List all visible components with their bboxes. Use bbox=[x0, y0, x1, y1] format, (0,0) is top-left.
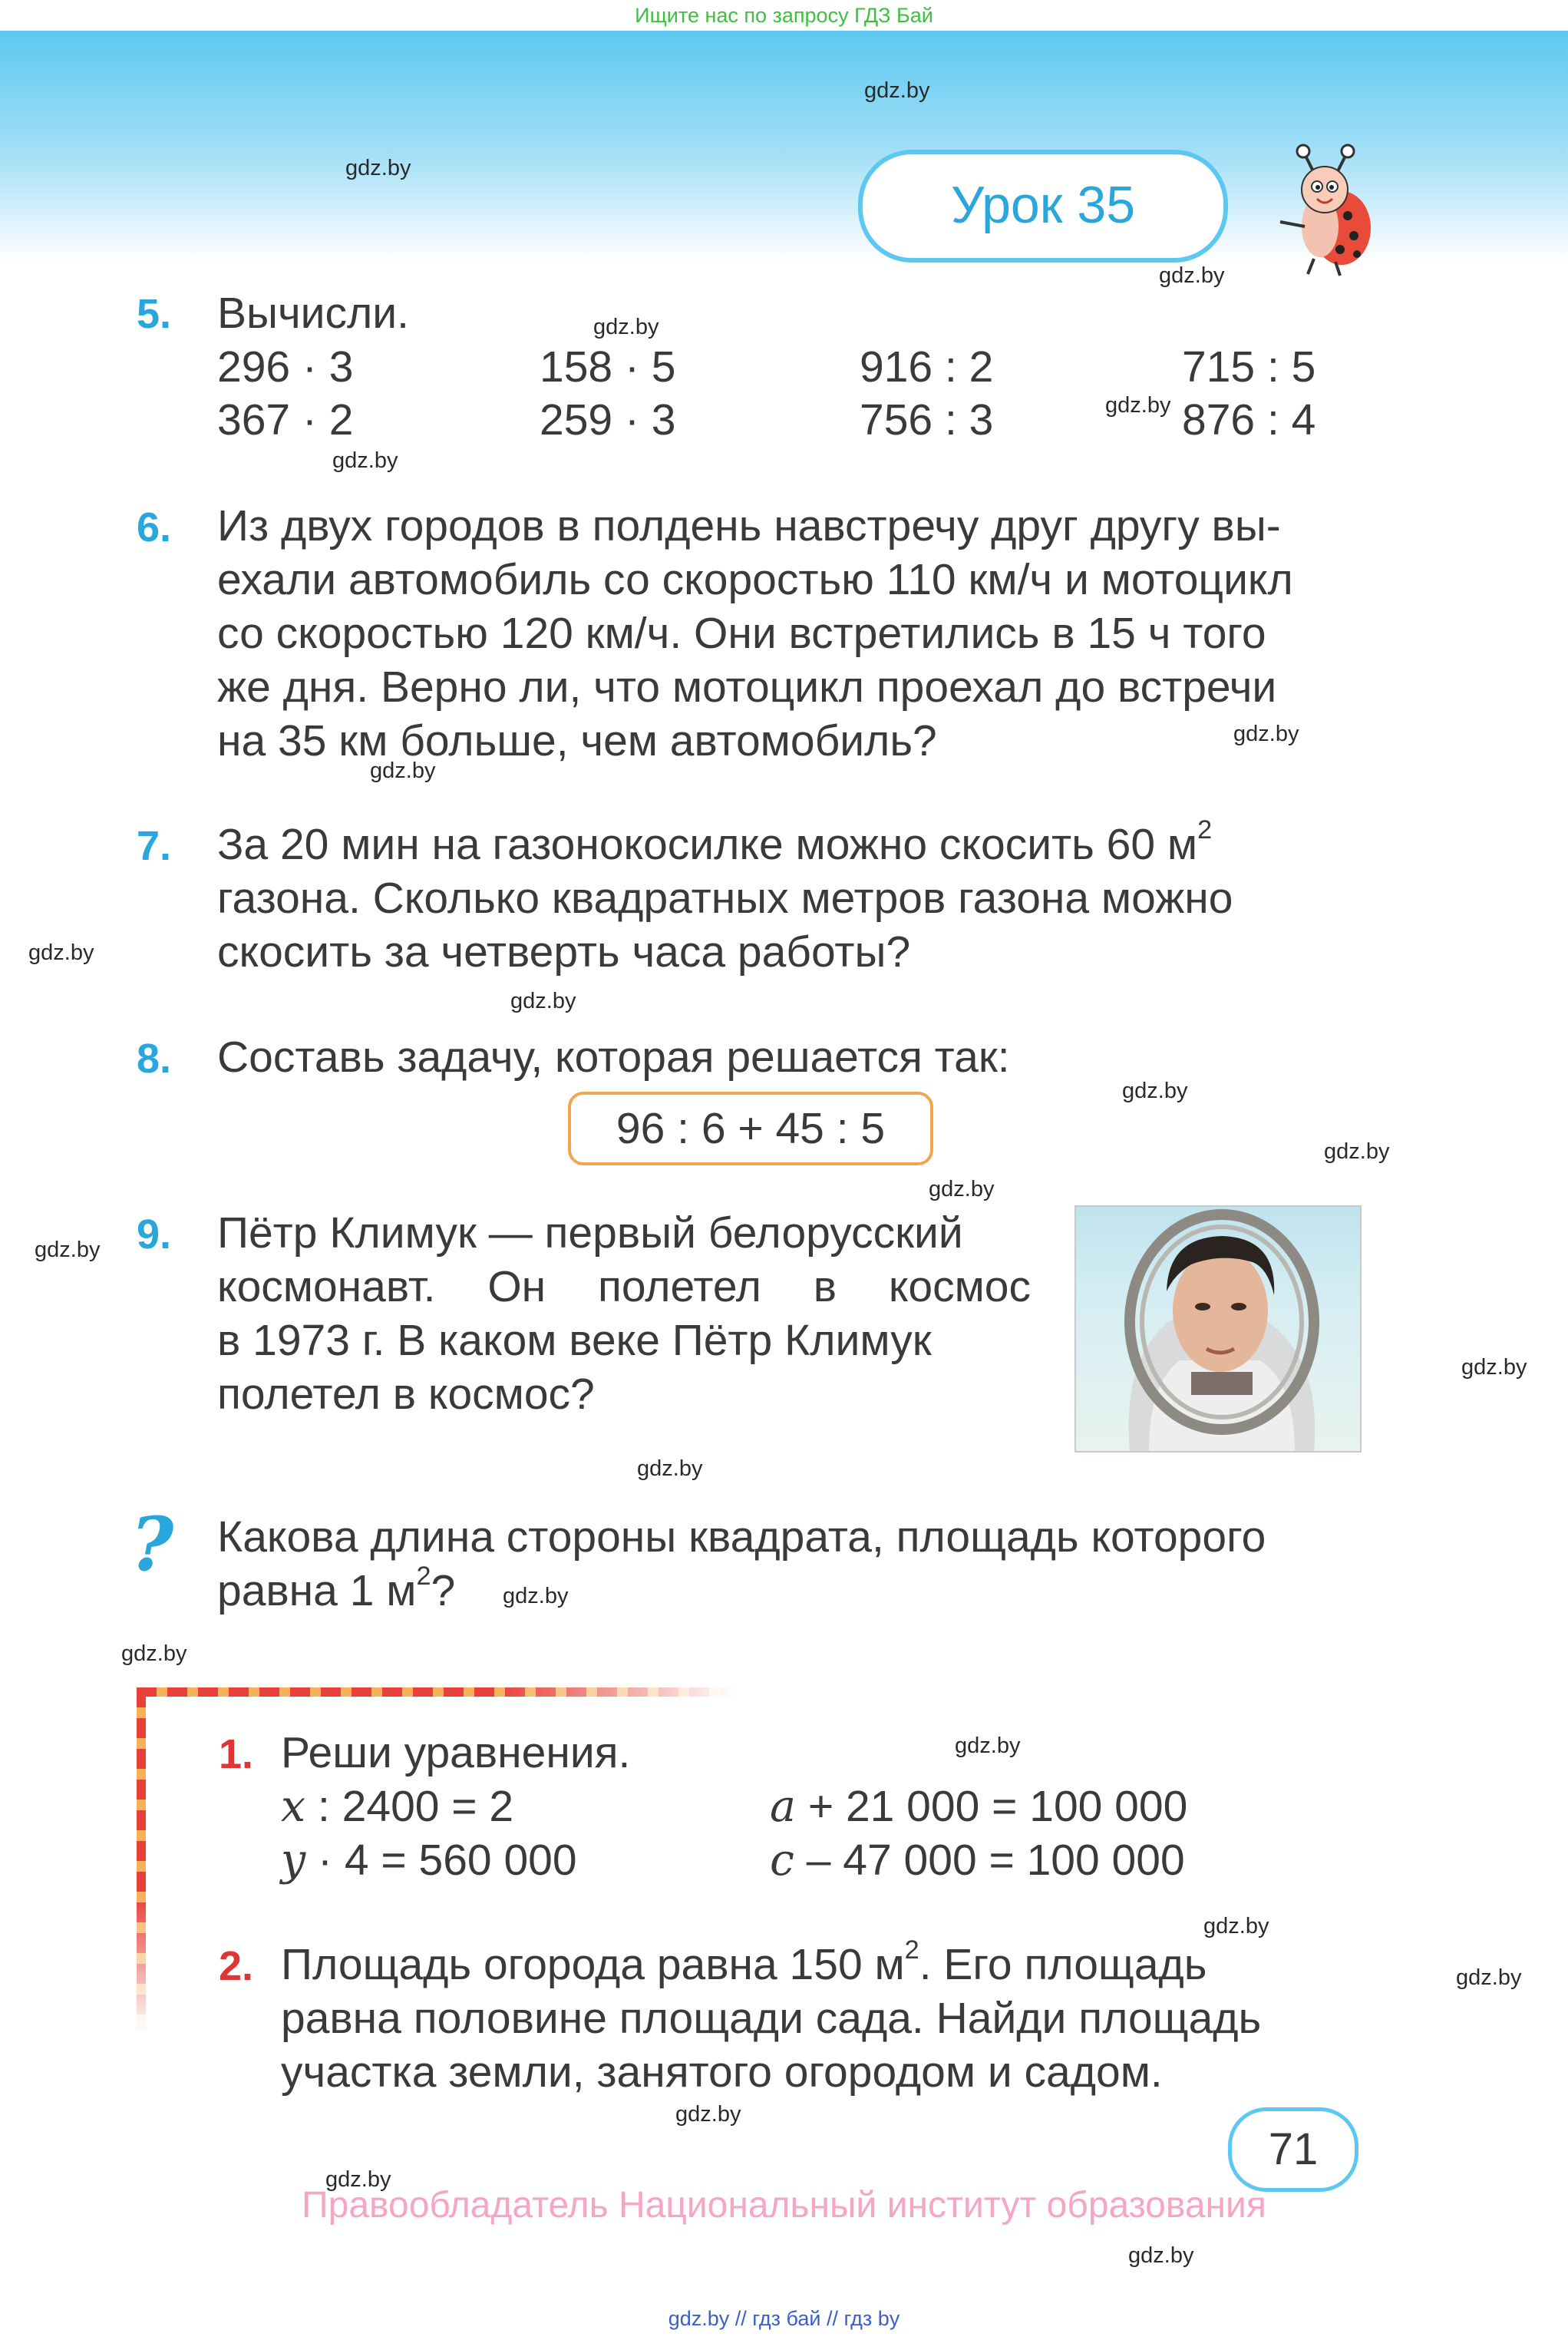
task-text-line: Пётр Климук — первый белорусский bbox=[217, 1208, 963, 1258]
calc-item: 367 · 2 bbox=[217, 395, 354, 445]
watermark: gdz.by bbox=[1122, 1079, 1188, 1103]
watermark: gdz.by bbox=[121, 1641, 187, 1666]
watermark: gdz.by bbox=[864, 78, 930, 103]
watermark: gdz.by bbox=[637, 1456, 703, 1481]
calc-item: 715 : 5 bbox=[1182, 342, 1316, 392]
watermark: gdz.by bbox=[1324, 1139, 1390, 1164]
task-title: Вычисли. bbox=[217, 289, 409, 338]
watermark: gdz.by bbox=[1203, 1914, 1269, 1938]
calc-item: 756 : 3 bbox=[860, 395, 994, 445]
homework-text-line: равна половине площади сада. Найди площадь bbox=[281, 1994, 1262, 2043]
homework-title: Реши уравнения. bbox=[281, 1728, 631, 1777]
watermark: gdz.by bbox=[955, 1734, 1021, 1758]
question-icon: ? bbox=[130, 1501, 174, 1588]
watermark: gdz.by bbox=[1105, 393, 1171, 418]
task-text-line: же дня. Верно ли, что мотоцикл проехал до встречи bbox=[217, 663, 1277, 712]
watermark: gdz.by bbox=[35, 1238, 101, 1262]
task-number: 9. bbox=[137, 1211, 172, 1258]
watermark: gdz.by bbox=[332, 448, 398, 473]
task-number: 7. bbox=[137, 823, 172, 869]
watermark: gdz.by bbox=[510, 989, 576, 1013]
watermark: gdz.by bbox=[1233, 722, 1299, 746]
top-banner[interactable]: Ищите нас по запросу ГДЗ Бай bbox=[0, 0, 1568, 31]
footer-links[interactable]: gdz.by // гдз бай // гдз by bbox=[668, 2307, 900, 2330]
task-text-line: Из двух городов в полдень навстречу друг другу вы- bbox=[217, 501, 1281, 550]
task-text-line: в 1973 г. В каком веке Пётр Климук bbox=[217, 1316, 932, 1365]
copyright-notice: Правообладатель Национальный институт образования bbox=[302, 2185, 1266, 2226]
calc-item: 259 · 3 bbox=[540, 395, 676, 445]
watermark: gdz.by bbox=[929, 1177, 995, 1201]
question-text-line: Какова длина стороны квадрата, площадь которого bbox=[217, 1512, 1266, 1562]
calc-item: 916 : 2 bbox=[860, 342, 994, 392]
task-text-line: скосить за четверть часа работы? bbox=[217, 927, 911, 977]
watermark: gdz.by bbox=[1456, 1965, 1522, 1990]
homework-border-left bbox=[137, 1687, 146, 2033]
watermark: gdz.by bbox=[593, 315, 659, 339]
lesson-title: Урок 35 bbox=[858, 150, 1228, 263]
task-number: 8. bbox=[137, 1036, 172, 1082]
watermark: gdz.by bbox=[503, 1584, 569, 1608]
task-text-line: ехали автомобиль со скоростью 110 км/ч и мотоцикл bbox=[217, 555, 1293, 604]
watermark: gdz.by bbox=[675, 2102, 741, 2127]
calc-item: 876 : 4 bbox=[1182, 395, 1316, 445]
task-text-line: Составь задачу, которая решается так: bbox=[217, 1033, 1010, 1082]
equation: x : 2400 = 2 bbox=[281, 1781, 514, 1832]
ladybug-icon bbox=[1274, 142, 1381, 280]
task-text-line: полетел в космос? bbox=[217, 1370, 595, 1419]
equation: c – 47 000 = 100 000 bbox=[770, 1835, 1185, 1886]
equation: y · 4 = 560 000 bbox=[281, 1835, 577, 1886]
homework-number: 2. bbox=[219, 1943, 254, 1989]
equation: a + 21 000 = 100 000 bbox=[770, 1781, 1188, 1832]
homework-number: 1. bbox=[219, 1731, 254, 1777]
cosmonaut-photo bbox=[1074, 1205, 1362, 1453]
watermark: gdz.by bbox=[1159, 263, 1225, 288]
calc-item: 296 · 3 bbox=[217, 342, 354, 392]
task-number: 6. bbox=[137, 504, 172, 550]
homework-text-line: Площадь огорода равна 150 $м^2$. Его площадь bbox=[281, 1935, 1207, 1989]
homework-border-top bbox=[137, 1687, 735, 1697]
task-text-line: За 20 мин на газонокосилке можно скосить 60 $м^2$ bbox=[217, 815, 1213, 869]
task-number: 5. bbox=[137, 291, 172, 337]
task-text-line: космонавт. Он полетел в космос bbox=[217, 1262, 1031, 1311]
expression-box: 96 : 6 + 45 : 5 bbox=[568, 1092, 933, 1165]
page-number: 71 bbox=[1228, 2107, 1358, 2192]
homework-text-line: участка земли, занятого огородом и садом. bbox=[281, 2048, 1163, 2097]
calc-item: 158 · 5 bbox=[540, 342, 676, 392]
task-text-line: со скоростью 120 км/ч. Они встретились в 15 ч того bbox=[217, 609, 1266, 658]
question-text-line: равна 1 $м^2$? bbox=[217, 1562, 456, 1615]
watermark: gdz.by bbox=[1128, 2243, 1194, 2268]
watermark: gdz.by bbox=[28, 940, 94, 965]
task-text-line: газона. Сколько квадратных метров газона можно bbox=[217, 874, 1233, 923]
task-text-line: на 35 км больше, чем автомобиль? bbox=[217, 716, 937, 765]
watermark: gdz.by bbox=[345, 156, 411, 180]
watermark: gdz.by bbox=[370, 759, 436, 783]
watermark: gdz.by bbox=[325, 2167, 391, 2192]
watermark: gdz.by bbox=[1461, 1355, 1527, 1380]
